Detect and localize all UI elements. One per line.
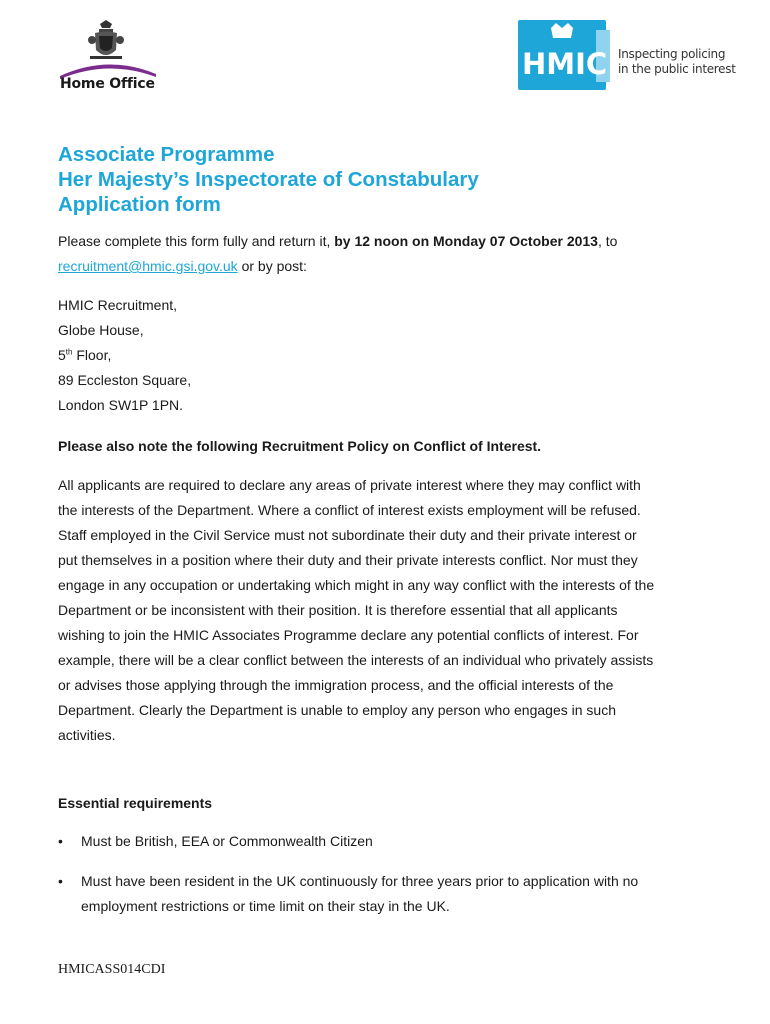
- floor-ordinal: th: [65, 347, 73, 357]
- address-line-1: HMIC Recruitment,: [58, 297, 178, 313]
- requirements-heading: Essential requirements: [58, 795, 213, 811]
- list-item: [58, 869, 658, 919]
- document-code: HMICASS014CDI: [58, 962, 166, 977]
- intro-text-1: Please complete this form fully and return it,: [58, 233, 335, 249]
- hmic-logo-mark: [518, 20, 618, 92]
- bullet-icon: •: [58, 833, 63, 849]
- intro-text-3: or by post:: [237, 258, 307, 274]
- title-line-2: Her Majesty’s Inspectorate of Constabulary: [58, 168, 479, 191]
- address-line-2: Globe House,: [58, 322, 144, 338]
- hmic-tagline-line-1: Inspecting policing: [618, 47, 726, 61]
- requirements-list: [58, 829, 658, 934]
- floor-label: Floor,: [72, 347, 112, 363]
- intro-deadline: by 12 noon on Monday 07 October 2013: [334, 233, 598, 249]
- policy-heading: Please also note the following Recruitment Policy on Conflict of Interest.: [58, 438, 542, 454]
- royal-crest-icon: [86, 20, 126, 62]
- list-item: [58, 829, 658, 854]
- title-line-1: Associate Programme: [58, 143, 275, 166]
- policy-body: All applicants are required to declare any areas of private interest where they may conflict with the interests of the Department. Where a conflict of interest exists employment will be refused. Staff employed in the Civil Service must not subordinate their duty and their private interest or put themselves in a position where their duty and their private interests conflict. Nor must they engage in any occupation or undertaking which might in any way conflict with the interests of the Department or be inconsistent with their position. It is therefore essential that all applicants wishing to join the HMIC Associates Programme declare any potential conflicts of interest. For example, there will be a clear conflict between the interests of an individual who privately assists or advises those applying through the immigration process, and the official interests of the Department. Clearly the Department is unable to employ any person who engages in such activities.: [58, 477, 655, 743]
- requirement-text: Must have been resident in the UK continuously for three years prior to application with no employment restrictions or time limit on their stay in the UK.: [81, 873, 639, 914]
- hmic-tagline: [618, 47, 736, 77]
- home-office-name: Home Office: [60, 76, 155, 92]
- requirement-text: Must be British, EEA or Commonwealth Citizen: [81, 833, 373, 849]
- bullet-icon: •: [58, 873, 63, 889]
- hmic-tagline-line-2: in the public interest: [618, 62, 736, 76]
- intro-paragraph: [58, 229, 658, 279]
- address-line-5: London SW1P 1PN.: [58, 397, 184, 413]
- page-title: [58, 142, 479, 217]
- postal-address: [58, 293, 191, 418]
- address-line-4: 89 Eccleston Square,: [58, 372, 192, 388]
- intro-text-2: , to: [597, 233, 618, 249]
- home-office-logo: [58, 20, 158, 92]
- address-line-3: [58, 343, 191, 368]
- title-line-3: Application form: [58, 193, 221, 216]
- hmic-logo-text: HMIC: [522, 47, 608, 81]
- floor-number: 5: [58, 347, 66, 363]
- email-link[interactable]: recruitment@hmic.gsi.gov.uk: [58, 258, 238, 274]
